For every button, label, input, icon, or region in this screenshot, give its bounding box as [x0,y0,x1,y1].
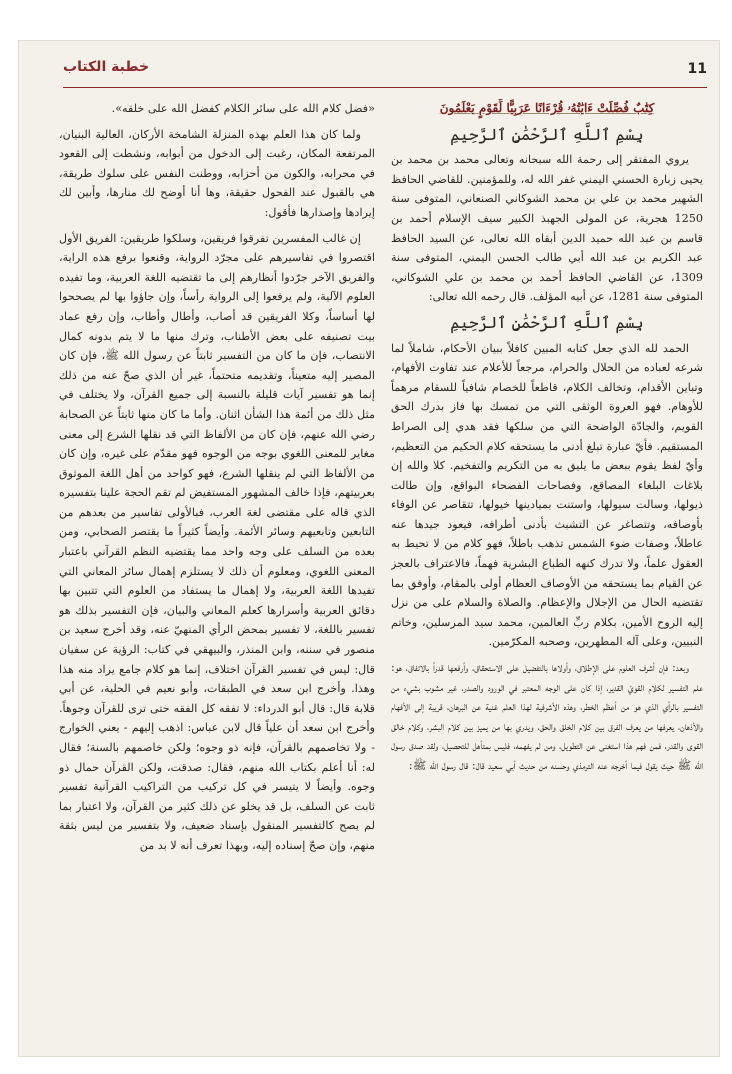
paragraph-attribution: يروي المفتقر إلى رحمة الله سبحانه وتعالى محمد بن محمد بن يحيى زبارة الحسني اليمني غفر الله له، وللمؤمنين. للقاضي الحافظ الشهير محمد بن علي بن محمد الشوكاني الصنعاني، المتوفى سنة 1250 هجرية، عن المولى الجهبذ الكبير سيف الإسلام أحمد بن قاسم بن عبد الله حميد الدين أبقاه الله تعالى، عن السيد الحافظ عبد الكريم بن عبد الله أبي طالب الحسن اليمني، المتوفى سنة 1309، عن القاضي الحافظ أحمد بن محمد بن علي الشوكاني، المتوفى سنة 1281، عن أبيه المؤلف. قال رحمه الله تعالى: [391,153,703,304]
page-number: 11 [687,61,707,77]
basmala-2: بِسْمِ ٱللَّهِ ٱلرَّحْمَٰنِ ٱلرَّحِيمِ [450,312,644,332]
paragraph-mufassirin: إن غالب المفسرين تفرقوا فريقين، وسلكوا طريقين: الفريق الأول اقتصروا في تفاسيرهم على مجرّد الرواية، وقنعوا برفع هذه الراية، والفريق الآخر جرّدوا أنظارهم إلى ما تقتضيه اللغة العربية، وما تفيده العلوم الآلية، ولم يرفعوا إلى الرواية رأساً، وإن جاؤوا بها لم يصححوا لها أساساً، وكلا الفريقين قد أصاب، وأطال وأطاب، وإن رفع عماد بيت تصنيفه على بعض الأطناب، وترك منها ما لا يتم بدونه كمال الانتصاب، فإن ما كان من التفسير ثابتاً عن رسول الله ﷺ، فإن كان المصير إليه متعيناً، وتقديمه متحتماً، غير أن الذي صحّ عنه من ذلك إنما هو تفسير آيات قليلة بالنسبة إلى جميع القرآن، ولا يختلف في مثل ذلك من أئمة هذا الشأن اثنان. وأما ما كان منها ثابتاً عن الصحابة رضي الله عنهم، فإن كان من الألفاظ التي قد نقلها الشرع إلى معنى مغاير للمعنى اللغوي بوجه من الوجوه فهو مقدّم على غيره، وإن كان من الألفاظ التي لم ينقلها الشرع، فهو كواحد من أهل اللغة الموثوق بعربيتهم، فإذا خالف المشهور المستفيض لم تقم الحجة علينا بتفسيره الذي قاله على مقتضى لغة العرب، فبالأولى تفاسير من بعدهم من التابعين وتابعيهم وسائر الأئمة. وأيضاً كثيراً ما يقتصر الصحابي، ومن بعده من السلف على وجه واحد مما يقتضيه النظم القرآني باعتبار المعنى اللغوي، ومعلوم أن ذلك لا يستلزم إهمال سائر المعاني التي تفيدها اللغة العربية، ولا إهمال ما يستفاد من العلوم التي تتبين بها دقائق العربية وأسرارها كعلم المعاني والبيان، فإن التفسير بذلك هو تفسير باللغة، لا تفسير بمحض الرأي المنهيّ عنه، وقد أخرج سعيد بن منصور في سننه، وابن المنذر، والبيهقي في كتاب: الرؤية عن سفيان قال: ليس في تفسير القرآن اختلاف، إنما هو كلام جامع يراد منه هذا وهذا. وأخرج ابن سعد في الطبقات، وأبو نعيم في الحلية، عن أبي قلابة قال: قال أبو الدرداء: لا تفقه كل الفقه حتى ترى للقرآن وجوهاً. وأخرج ابن سعد أن علياً قال لابن عباس: اذهب إليهم - يعني الخوارج - ولا تخاصمهم بالقرآن، فإنه ذو وجوه؛ ولكن خاصمهم بالسنة؛ فقال له: أنا أعلم بكتاب الله منهم، فقال: صدقت، ولكن القرآن حمال ذو وجوه. وأيضاً لا يتيسر في كل تركيب من التراكيب القرآنية تفسير ثابت عن السلف، بل قد يخلو عن ذلك كثير من القرآن، ولا اعتبار بما لم يصح كالتفسير المنقول بإسناد ضعيف، ولا بتفسير من ليس بثقة منهم، وإن صحّ إسناده إليه، وبهذا تعرف أنه لا بد من [59,231,375,852]
hadith-quote: «فضل كلام الله على سائر الكلام كفضل الله على خلقه». [111,102,375,115]
paragraph-hamd: الحمد لله الذي جعل كتابه المبين كافلاً ببيان الأحكام، شاملاً لما شرعه لعباده من الحلال والحرام، مرجعاً للأعلام عند تفاوت الأفهام، وتباين الأقدام، وتخالف الكلام، قاطعاً للخصام شافياً للسقام مرهماً للأوهام. فهو العروة الوثقى التي من تمسك بها فاز بدرك الحق القويم، والجادّة الواضحة التي من سلكها فقد هدي إلى الصراط المستقيم. فأيّ عبارة تبلغ أدنى ما يستحقه كلام الحكيم من التعظيم، وأيّ لفظ يقوم ببعض ما يليق به من التكريم والتفخيم. كلا والله إن بلاغات البلغاء المصاقع، وفصاحات الفصحاء البواقع، وإن طالت ذيولها، وسالت سيولها، واستنت بميادينها خيولها، تتقاصر عن الوفاء بأوصافه، وتتصاغر عن التشبث بأدنى أطرافه، فيعود جيدها عنه عاطلاً، وصفات ضوء الشمس تذهب باطلاً، فهو كلام من لا تحيط به العقول علماً، ولا تدرك كنهه الطباع البشرية فهماً، فالاعتراف بالعجز عن القيام بما يستحقه من الأوصاف العظام أولى بالمقام، وأوفق بما تقتضيه الحال من الإجلال والإعظام. والصلاة والسلام على من نزل إليه الروح الأمين، بكلام ربِّ العالمين، محمد سيد المرسلين، وخاتم النبيين، وعلى آله المطهرين، وصحبه المكرّمين. [391,341,703,649]
running-header [63,59,707,88]
right-column [391,99,703,1044]
paragraph-intent: ولما كان هذا العلم بهذه المنزلة الشامخة الأركان، العالية البنيان، المرتفعة المكان، رغبت إلى الدخول من أبوابه، ونشطت إلى القعود في محرابه، والكون من أحزابه، ووطنت النفس على سلوك طريقة، هي بالقبول عند الفحول حقيقة، وها أنا أوضح لك منارها، وأبين لك إيرادها وإصدارها فأقول: [59,127,375,219]
book-page [18,40,720,1057]
header-title: خطبة الكتاب [63,59,150,75]
left-column [59,99,375,1044]
basmala-1: بِسْمِ ٱللَّهِ ٱلرَّحْمَٰنِ ٱلرَّحِيمِ [450,124,644,144]
paragraph-wa-bad: وبعد: فإن أشرف العلوم على الإطلاق، وأولاها بالتفضيل على الاستحقاق، وأرفعها قدراً بالاتفاق، هو: علم التفسير لكلام القويّ القدير، إذا كان على الوجه المعتبر في الورود والصدر، غير مشوب بشيء من التفسير بالرأي الذي هو من أعظم الخطر، وهذه الأشرفية لهذا العلم غنية عن البرهان، قريبة إلى الأفهام والأذهان، يعرفها من يعرف الفرق بين كلام الخلق والحق، ويدري بها من يميز بين كلام البشر، وكلام خالق القوى والقدر، فمن فهم هذا استغنى عن التطويل، ومن لم يفهمه، فليس بمتأهل للتحصيل، ولقد صدق رسول الله ﷺ حيث يقول فيما أخرجه عنه الترمذي وحسنه من حديث أبي سعيد قال: قال رسول الله ﷺ: [391,661,703,772]
quran-verse: كِتَٰبٌ فُصِّلَتْ ءَايَٰتُهُۥ قُرْءَانًا عَرَبِيًّا لِّقَوْمٍ يَعْلَمُونَ [439,101,655,115]
